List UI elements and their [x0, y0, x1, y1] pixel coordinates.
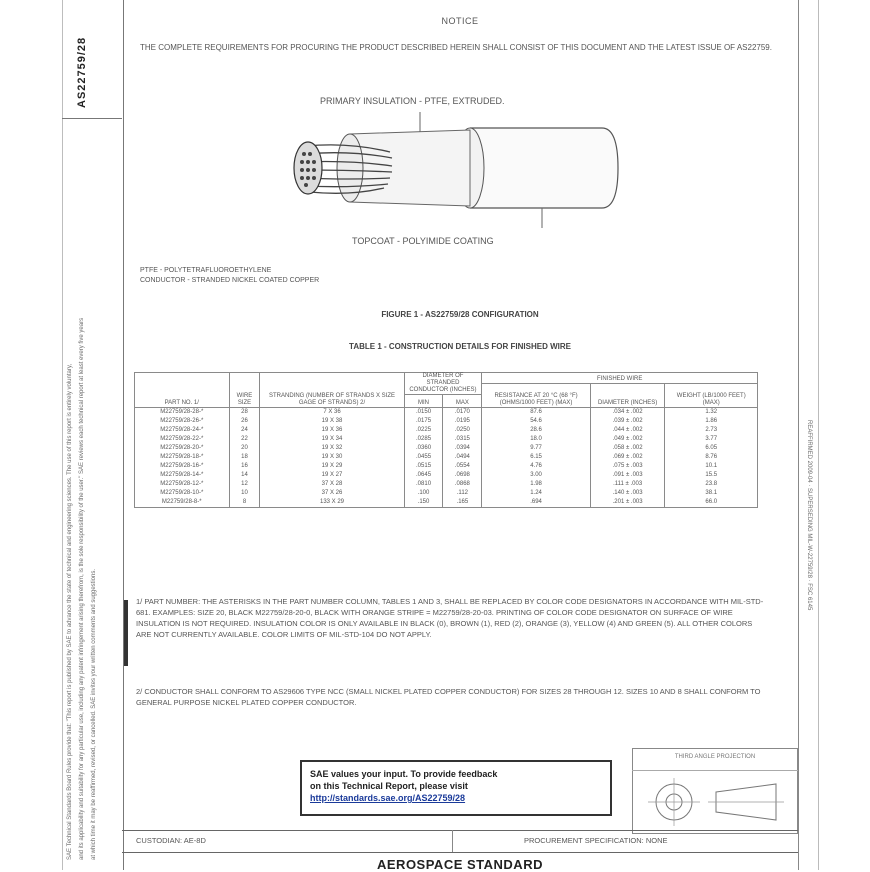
table-cell: .0455: [404, 453, 443, 462]
table-cell: .112: [443, 489, 482, 498]
col-wire-size: WIRE SIZE: [229, 373, 260, 408]
footer-column-divider: [452, 830, 453, 852]
table-cell: .0868: [443, 480, 482, 489]
table-cell: 20: [229, 444, 260, 453]
table-cell: .150: [404, 498, 443, 508]
table-row: [135, 498, 758, 508]
note-2: 2/ CONDUCTOR SHALL CONFORM TO AS29606 TYPE NCC (SMALL NICKEL PLATED COPPER CONDUCTOR) FOR SIZES 28 THROUGH 12. SIZES 10 AND 8 SHALL CONFORM TO GENERAL PURPOSE NICKEL PLATED COPPER CONDUCTOR.: [136, 687, 761, 707]
feedback-line-2: on this Technical Report, please visit: [310, 781, 468, 791]
table-cell: 18: [229, 453, 260, 462]
table-cell: 8: [229, 498, 260, 508]
table-cell: 2.73: [665, 426, 758, 435]
table-cell: 1.24: [482, 489, 590, 498]
feedback-line-1: SAE values your input. To provide feedback: [310, 769, 498, 779]
primary-insulation-label: PRIMARY INSULATION - PTFE, EXTRUDED.: [320, 96, 505, 106]
table-body: [135, 408, 758, 508]
table-caption: TABLE 1 - CONSTRUCTION DETAILS FOR FINISHED WIRE: [349, 342, 571, 351]
left-margin-line-1: SAE Technical Standards Board Rules provide that: "This report is published by SAE to advance the state of technical and engineering sciences. The use of this report is entirely voluntary,: [67, 363, 73, 860]
table-cell: .039 ± .002: [590, 417, 665, 426]
table-cell: M22759/28-22-*: [135, 435, 230, 444]
table-cell: 26: [229, 417, 260, 426]
table-cell: 10.1: [665, 462, 758, 471]
table-row: [135, 417, 758, 426]
table-cell: 4.76: [482, 462, 590, 471]
table-row: [135, 489, 758, 498]
col-group-diameter: DIAMETER OF STRANDED CONDUCTOR (INCHES): [404, 373, 482, 395]
table-cell: .0285: [404, 435, 443, 444]
table-cell: .165: [443, 498, 482, 508]
procurement-specification: PROCUREMENT SPECIFICATION: NONE: [524, 836, 668, 845]
table-cell: 19 X 38: [260, 417, 404, 426]
table-cell: M22759/28-14-*: [135, 471, 230, 480]
table-cell: M22759/28-10-*: [135, 489, 230, 498]
table-cell: 1.86: [665, 417, 758, 426]
table-cell: M22759/28-18-*: [135, 453, 230, 462]
table-cell: .100: [404, 489, 443, 498]
table-cell: 28.6: [482, 426, 590, 435]
footer-divider-top: [122, 830, 798, 831]
table-cell: 37 X 28: [260, 480, 404, 489]
table-cell: 14: [229, 471, 260, 480]
notice-text: THE COMPLETE REQUIREMENTS FOR PROCURING THE PRODUCT DESCRIBED HEREIN SHALL CONSIST OF THIS DOCUMENT AND THE LATEST ISSUE OF AS22759.: [140, 43, 772, 52]
col-stranding: STRANDING (NUMBER OF STRANDS X SIZE GAGE OF STRANDS) 2/: [260, 373, 404, 408]
table-cell: .091 ± .003: [590, 471, 665, 480]
table-cell: .0698: [443, 471, 482, 480]
abbreviations: [140, 266, 319, 286]
table-cell: M22759/28-28-*: [135, 408, 230, 418]
table-cell: M22759/28-12-*: [135, 480, 230, 489]
table-cell: .075 ± .003: [590, 462, 665, 471]
table-cell: 87.6: [482, 408, 590, 418]
table-cell: M22759/28-16-*: [135, 462, 230, 471]
table-cell: .0515: [404, 462, 443, 471]
footer-divider-bottom: [122, 852, 798, 853]
table-cell: 23.8: [665, 480, 758, 489]
table-cell: 1.98: [482, 480, 590, 489]
feedback-link[interactable]: http://standards.sae.org/AS22759/28: [310, 793, 466, 803]
table-cell: 6.15: [482, 453, 590, 462]
table-cell: 12: [229, 480, 260, 489]
table-cell: .140 ± .003: [590, 489, 665, 498]
aerospace-standard-title: AEROSPACE STANDARD: [377, 857, 543, 872]
abbreviation-ptfe: PTFE - POLYTETRAFLUOROETHYLENE: [140, 267, 272, 274]
table-cell: 37 X 26: [260, 489, 404, 498]
table-cell: 10: [229, 489, 260, 498]
document-number: AS22759/28: [76, 36, 88, 108]
document-number-box: [62, 0, 122, 119]
table-cell: .0195: [443, 417, 482, 426]
table-cell: .0494: [443, 453, 482, 462]
topcoat-label: TOPCOAT - POLYIMIDE COATING: [352, 236, 494, 246]
wire-construction-drawing: [280, 108, 640, 240]
left-margin-line-3: at which time it may be reaffirmed, revised, or cancelled. SAE invites your written comments and suggestions.: [91, 568, 97, 860]
table-cell: 7 X 36: [260, 408, 404, 418]
table-cell: M22759/28-26-*: [135, 417, 230, 426]
table-cell: .0225: [404, 426, 443, 435]
table-cell: .0810: [404, 480, 443, 489]
table-cell: 19 X 34: [260, 435, 404, 444]
table-cell: .049 ± .002: [590, 435, 665, 444]
table-row: [135, 426, 758, 435]
table-cell: .0175: [404, 417, 443, 426]
table-cell: 38.1: [665, 489, 758, 498]
table-cell: 9.77: [482, 444, 590, 453]
table-cell: .0250: [443, 426, 482, 435]
table-row: [135, 462, 758, 471]
table-cell: .034 ± .002: [590, 408, 665, 418]
table-cell: 24: [229, 426, 260, 435]
table-row: [135, 408, 758, 418]
projection-divider: [632, 770, 798, 771]
table-row: [135, 453, 758, 462]
table-cell: .201 ± .003: [590, 498, 665, 508]
table-cell: M22759/28-8-*: [135, 498, 230, 508]
table-cell: 133 X 29: [260, 498, 404, 508]
note-1: 1/ PART NUMBER: THE ASTERISKS IN THE PART NUMBER COLUMN, TABLES 1 AND 3, SHALL BE REPLACED BY COLOR CODE DESIGNATORS IN ACCORDANCE WITH MIL-STD-681. EXAMPLES: SIZE 20, BLACK M22759/28-20-0, BLACK WITH ORANGE STRIPE = M22759/28-20-03. PRINTING OF COLOR CODE DESIGNATOR ON SURFACE OF WIRE INSULATION IS NOT REQUIRED. INSULATION COLOR IS ONLY AVAILABLE IN BLACK (0), BROWN (1), RED (2), ORANGE (3), YELLOW (4) AND GREEN (5). ALL OTHER COLORS ARE NOT CURRENTLY AVAILABLE. COLOR LIMITS OF MIL-STD-104 DO NOT APPLY.: [136, 597, 764, 639]
col-part-number: PART NO. 1/: [135, 373, 230, 408]
table-cell: .0645: [404, 471, 443, 480]
table-row: [135, 471, 758, 480]
table-cell: M22759/28-24-*: [135, 426, 230, 435]
figure-caption: FIGURE 1 - AS22759/28 CONFIGURATION: [381, 310, 539, 319]
table-cell: 28: [229, 408, 260, 418]
table-cell: 18.0: [482, 435, 590, 444]
table-cell: .0315: [443, 435, 482, 444]
table-cell: 19 X 36: [260, 426, 404, 435]
table-cell: 19 X 27: [260, 471, 404, 480]
table-cell: 8.76: [665, 453, 758, 462]
table-cell: 6.05: [665, 444, 758, 453]
table-cell: 16: [229, 462, 260, 471]
col-min: MIN: [404, 395, 443, 408]
table-cell: 1.32: [665, 408, 758, 418]
table-cell: 19 X 30: [260, 453, 404, 462]
revision-bar: [124, 600, 128, 666]
table-cell: 66.0: [665, 498, 758, 508]
col-max: MAX: [443, 395, 482, 408]
table-cell: .069 ± .002: [590, 453, 665, 462]
table-cell: .0360: [404, 444, 443, 453]
right-margin-text: REAFFIRMED 2009-04 · SUPERSEDING MIL-W-22759/28 · FSC 6145: [806, 420, 812, 611]
table-cell: 3.77: [665, 435, 758, 444]
table-cell: .0170: [443, 408, 482, 418]
third-angle-projection-icon: [640, 776, 790, 828]
table-cell: .058 ± .002: [590, 444, 665, 453]
notice-title: NOTICE: [441, 16, 479, 26]
table-cell: .694: [482, 498, 590, 508]
table-row: [135, 444, 758, 453]
table-row: [135, 480, 758, 489]
table-cell: M22759/28-20-*: [135, 444, 230, 453]
table-cell: .0394: [443, 444, 482, 453]
table-cell: .111 ± .003: [590, 480, 665, 489]
table-cell: 22: [229, 435, 260, 444]
table-cell: .044 ± .002: [590, 426, 665, 435]
left-margin-line-2: and its applicability and suitability for any particular use, including any patent infringement arising therefrom, is the sole responsibility of the user." SAE reviews each technical report at least every five years: [79, 317, 85, 860]
table-cell: 15.5: [665, 471, 758, 480]
feedback-box: [300, 760, 612, 816]
custodian: CUSTODIAN: AE-8D: [136, 836, 206, 845]
table-cell: .0554: [443, 462, 482, 471]
col-group-finished: FINISHED WIRE: [482, 373, 758, 384]
table-cell: 54.6: [482, 417, 590, 426]
table-cell: .0150: [404, 408, 443, 418]
table-row: [135, 435, 758, 444]
abbreviation-conductor: CONDUCTOR - STRANDED NICKEL COATED COPPER: [140, 277, 320, 284]
col-weight: WEIGHT (LB/1000 FEET) (MAX): [665, 384, 758, 408]
col-diameter: DIAMETER (INCHES): [590, 384, 665, 408]
table-cell: 19 X 32: [260, 444, 404, 453]
projection-title: THIRD ANGLE PROJECTION: [674, 754, 756, 760]
construction-details-table: [134, 372, 758, 508]
col-resistance: RESISTANCE AT 20 °C (68 °F) (OHMS/1000 FEET) (MAX): [482, 384, 590, 408]
table-cell: 19 X 29: [260, 462, 404, 471]
table-cell: 3.00: [482, 471, 590, 480]
